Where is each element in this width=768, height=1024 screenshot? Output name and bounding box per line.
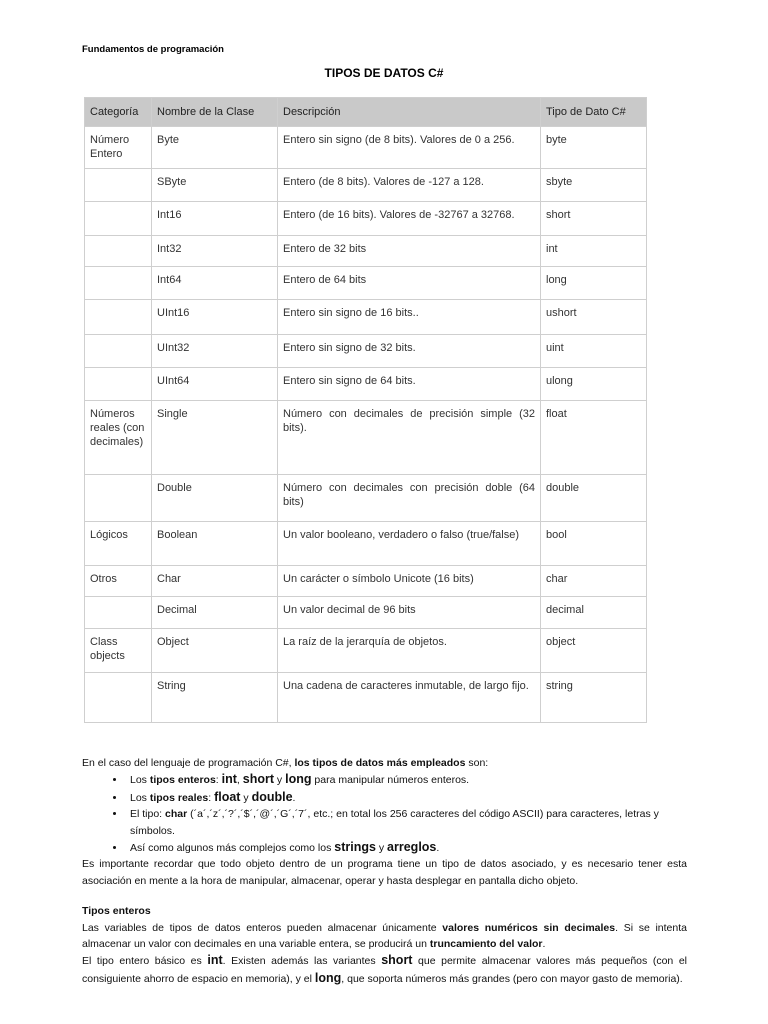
cell-class: UInt32 — [152, 335, 278, 368]
cell-description: Una cadena de caracteres inmutable, de largo fijo. — [278, 673, 541, 723]
cell-class: Int64 — [152, 267, 278, 300]
cell-category — [85, 368, 152, 401]
header-nombre-clase: Nombre de la Clase — [152, 98, 278, 127]
text: El tipo: — [130, 808, 166, 821]
keyword-int: int — [207, 953, 223, 968]
cell-class: Object — [152, 629, 278, 673]
intro-text-end: son: — [465, 757, 489, 769]
text: , — [236, 774, 243, 787]
table-row — [85, 629, 647, 673]
table-row — [85, 673, 647, 723]
cell-description: Un carácter o símbolo Unicote (16 bits) — [278, 566, 541, 597]
cell-class: UInt16 — [152, 300, 278, 335]
text: . Existen además las variantes — [222, 955, 382, 968]
cell-description: Entero de 32 bits — [278, 236, 541, 267]
cell-description: Entero sin signo de 16 bits.. — [278, 300, 541, 335]
text: Así como algunos más complejos como los — [130, 842, 335, 855]
table-row — [85, 267, 647, 300]
cell-description: Entero sin signo de 64 bits. — [278, 368, 541, 401]
cell-type: double — [541, 475, 647, 522]
text: y — [240, 791, 252, 804]
text: , que soporta números más grandes (pero con mayor gasto de memoria). — [341, 972, 683, 985]
text: . — [436, 842, 440, 855]
cell-type: char — [541, 566, 647, 597]
header-descripcion: Descripción — [278, 98, 541, 127]
cell-type: sbyte — [541, 169, 647, 202]
table-row — [85, 566, 647, 597]
body-text — [82, 755, 687, 987]
keyword-double: double — [251, 789, 293, 804]
cell-description: Entero sin signo (de 8 bits). Valores de 0 a 256. — [278, 127, 541, 169]
text: y — [274, 774, 286, 787]
keyword-short: short — [381, 953, 413, 968]
table-row — [85, 202, 647, 236]
list-item — [126, 771, 687, 788]
data-types-table — [84, 97, 647, 723]
section-title: Tipos enteros — [82, 905, 151, 918]
text: para manipular números enteros. — [311, 774, 470, 787]
types-list — [82, 771, 687, 856]
cell-description: Número con decimales de precisión simple (32 bits). — [278, 401, 541, 475]
spacer — [82, 889, 687, 903]
cell-description: Entero (de 16 bits). Valores de -32767 a 32768. — [278, 202, 541, 236]
cell-description: Número con decimales con precisión doble (64 bits) — [278, 475, 541, 522]
cell-type: decimal — [541, 597, 647, 629]
table-row — [85, 169, 647, 202]
table-row — [85, 475, 647, 522]
keyword-long: long — [285, 772, 312, 787]
cell-class: Byte — [152, 127, 278, 169]
cell-category — [85, 335, 152, 368]
cell-type: object — [541, 629, 647, 673]
cell-class: SByte — [152, 169, 278, 202]
keyword-char: char — [165, 808, 188, 821]
cell-description: Un valor booleano, verdadero o falso (true/false) — [278, 522, 541, 566]
cell-description: Entero (de 8 bits). Valores de -127 a 128. — [278, 169, 541, 202]
cell-category: Número Entero — [85, 127, 152, 169]
cell-type: float — [541, 401, 647, 475]
cell-category: Números reales (con decimales) — [85, 401, 152, 475]
cell-description: Un valor decimal de 96 bits — [278, 597, 541, 629]
cell-type: long — [541, 267, 647, 300]
table-row — [85, 335, 647, 368]
text: . — [542, 938, 546, 951]
text: Las variables de tipos de datos enteros pueden almacenar únicamente — [82, 921, 443, 934]
page-title: TIPOS DE DATOS C# — [324, 66, 444, 80]
table-row — [85, 300, 647, 335]
cell-category — [85, 202, 152, 236]
cell-type: short — [541, 202, 647, 236]
cell-type: bool — [541, 522, 647, 566]
text: El tipo entero básico es — [82, 955, 208, 968]
cell-type: ulong — [541, 368, 647, 401]
cell-category: Lógicos — [85, 522, 152, 566]
cell-category — [85, 300, 152, 335]
cell-class: Int32 — [152, 236, 278, 267]
cell-type: byte — [541, 127, 647, 169]
cell-class: Decimal — [152, 597, 278, 629]
paragraph-objects: Es importante recordar que todo objeto dentro de un programa tiene un tipo de datos asociado, y es necesario tener esta asociación en mente a la hora de manipular, almacenar, operar y hasta desplegar en pantalla dicho objeto. — [82, 858, 687, 887]
cell-description: Entero de 64 bits — [278, 267, 541, 300]
list-item — [126, 789, 687, 806]
cell-class: Double — [152, 475, 278, 522]
text: Los — [130, 774, 150, 787]
intro-bold: los tipos de datos más empleados — [294, 757, 466, 769]
text: : — [215, 774, 222, 787]
cell-class: Boolean — [152, 522, 278, 566]
keyword-int: int — [221, 772, 237, 787]
list-item — [126, 839, 687, 856]
paragraph-int-types — [82, 952, 687, 987]
text-bold: truncamiento del valor — [429, 938, 543, 951]
cell-class: UInt64 — [152, 368, 278, 401]
keyword-strings: strings — [334, 840, 376, 855]
cell-type: int — [541, 236, 647, 267]
text-bold: tipos reales — [149, 791, 209, 804]
paragraph-integers — [82, 920, 687, 953]
cell-category — [85, 597, 152, 629]
text: y — [375, 842, 388, 855]
keyword-arreglos: arreglos — [387, 840, 437, 855]
text: (´a´,´z´,´?´,´$´,´@´,´G´,´7´, etc.; en total los 256 caracteres del código ASCII) para caracteres, letras y símbolos. — [130, 808, 659, 837]
table-row — [85, 368, 647, 401]
cell-category — [85, 236, 152, 267]
table-row — [85, 236, 647, 267]
list-item — [126, 806, 687, 839]
cell-category — [85, 169, 152, 202]
cell-class: String — [152, 673, 278, 723]
cell-description: Entero sin signo de 32 bits. — [278, 335, 541, 368]
keyword-short: short — [242, 772, 275, 787]
table-row — [85, 522, 647, 566]
cell-class: Int16 — [152, 202, 278, 236]
text: Los — [130, 791, 150, 804]
cell-category — [85, 673, 152, 723]
cell-type: ushort — [541, 300, 647, 335]
text: que permite almacenar valores más pequeños (con el consiguiente ahorro de espacio en memoria), y el — [82, 955, 687, 985]
text: : — [208, 791, 215, 804]
cell-description: La raíz de la jerarquía de objetos. — [278, 629, 541, 673]
cell-class: Char — [152, 566, 278, 597]
cell-type: string — [541, 673, 647, 723]
cell-category: Otros — [85, 566, 152, 597]
cell-category — [85, 267, 152, 300]
cell-class: Single — [152, 401, 278, 475]
cell-type: uint — [541, 335, 647, 368]
page-header: Fundamentos de programación — [82, 44, 224, 55]
text: . Si se intenta almacenar un valor con decimales en una variable entera, se producirá un — [82, 921, 687, 951]
cell-category — [85, 475, 152, 522]
header-categoria: Categoría — [85, 98, 152, 127]
table-header-row — [85, 98, 647, 127]
table-row — [85, 127, 647, 169]
keyword-float: float — [214, 789, 241, 804]
table-row — [85, 597, 647, 629]
keyword-long: long — [314, 970, 342, 985]
table-row — [85, 401, 647, 475]
text-bold: tipos enteros — [149, 774, 216, 787]
cell-category: Class objects — [85, 629, 152, 673]
text-bold: valores numéricos sin decimales — [442, 921, 616, 934]
header-tipo-dato: Tipo de Dato C# — [541, 98, 647, 127]
text: . — [292, 791, 296, 804]
intro-text: En el caso del lenguaje de programación C#, — [82, 757, 295, 769]
intro-paragraph — [82, 755, 687, 771]
